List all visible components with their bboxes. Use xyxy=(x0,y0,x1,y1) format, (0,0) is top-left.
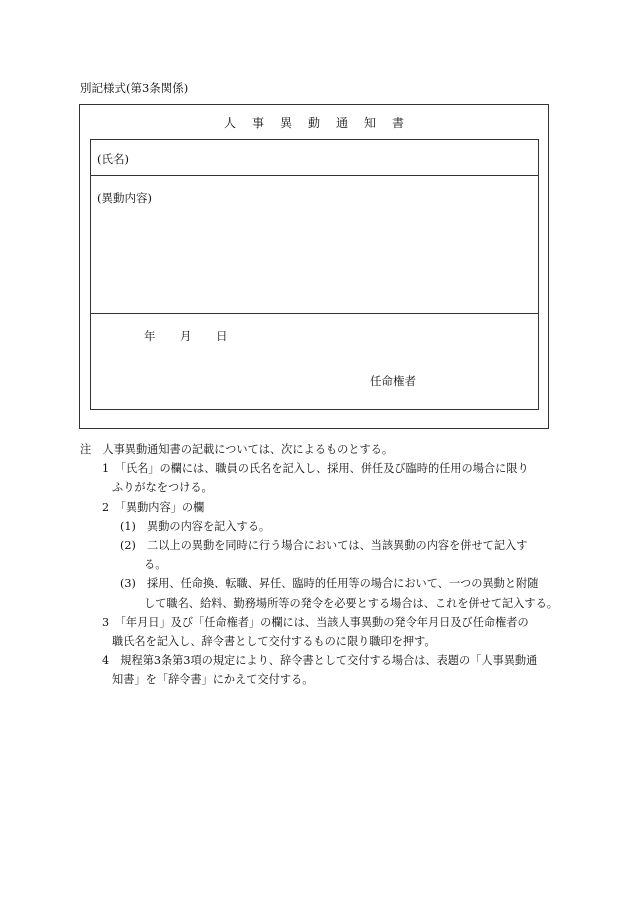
form-header-label: 別記様式(第3条関係) xyxy=(80,81,189,95)
notification-form xyxy=(79,104,549,429)
date-signature-row xyxy=(91,314,538,409)
title-char: 知 xyxy=(364,116,377,130)
note-item-4: 4 規程第3条第3項の規定により、辞令書として交付する場合は、表題の「人事異動通 xyxy=(102,654,538,668)
note-subitem-1: (1) 異動の内容を記入する。 xyxy=(120,519,271,533)
title-char: 通 xyxy=(336,116,349,130)
title-char: 書 xyxy=(392,116,405,130)
note-item-1-continued: ふりがなをつける。 xyxy=(112,481,213,495)
note-item-4-continued: 知書」を「辞令書」にかえて交付する。 xyxy=(112,673,314,687)
title-char: 事 xyxy=(251,116,264,130)
title-char: 異 xyxy=(279,116,292,130)
content-label: (異動内容) xyxy=(97,191,152,205)
note-item-1: 1 「氏名」の欄には、職員の氏名を記入し、採用、併任及び臨時的任用の場合に限り xyxy=(102,462,529,476)
notes-section xyxy=(80,440,558,690)
note-item-3: 3 「年月日」及び「任命権者」の欄には、当該人事異動の発令年月日及び任命権者の xyxy=(102,615,529,629)
note-subitem-2: (2) 二以上の異動を同時に行う場合においては、当該異動の内容を併せて記入す xyxy=(120,539,528,553)
form-title xyxy=(80,114,548,131)
name-row xyxy=(91,140,538,176)
title-char: 動 xyxy=(307,116,320,130)
day-label: 日 xyxy=(216,329,228,343)
note-item-3-continued: 職氏名を記入し、辞令書として交付するものに限り職印を押す。 xyxy=(112,635,436,649)
date-line xyxy=(144,328,228,344)
note-heading: 注 人事異動通知書の記載については、次によるものとする。 xyxy=(80,443,394,456)
note-subitem-2-continued: る。 xyxy=(144,558,167,572)
year-label: 年 xyxy=(144,329,156,343)
form-table xyxy=(90,139,539,410)
name-label: (氏名) xyxy=(97,152,129,166)
content-row xyxy=(91,175,538,314)
note-subitem-3: (3) 採用、任命換、転職、昇任、臨時的任用等の場合において、一つの異動と附随 xyxy=(120,577,539,591)
note-subitem-3-continued: して職名、給料、勤務場所等の発令を必要とする場合は、これを併せて記入する。 xyxy=(144,596,558,610)
title-char: 人 xyxy=(223,116,236,130)
note-item-2: 2 「異動内容」の欄 xyxy=(102,500,205,514)
month-label: 月 xyxy=(180,329,192,343)
appointer-label: 任命権者 xyxy=(370,374,416,388)
